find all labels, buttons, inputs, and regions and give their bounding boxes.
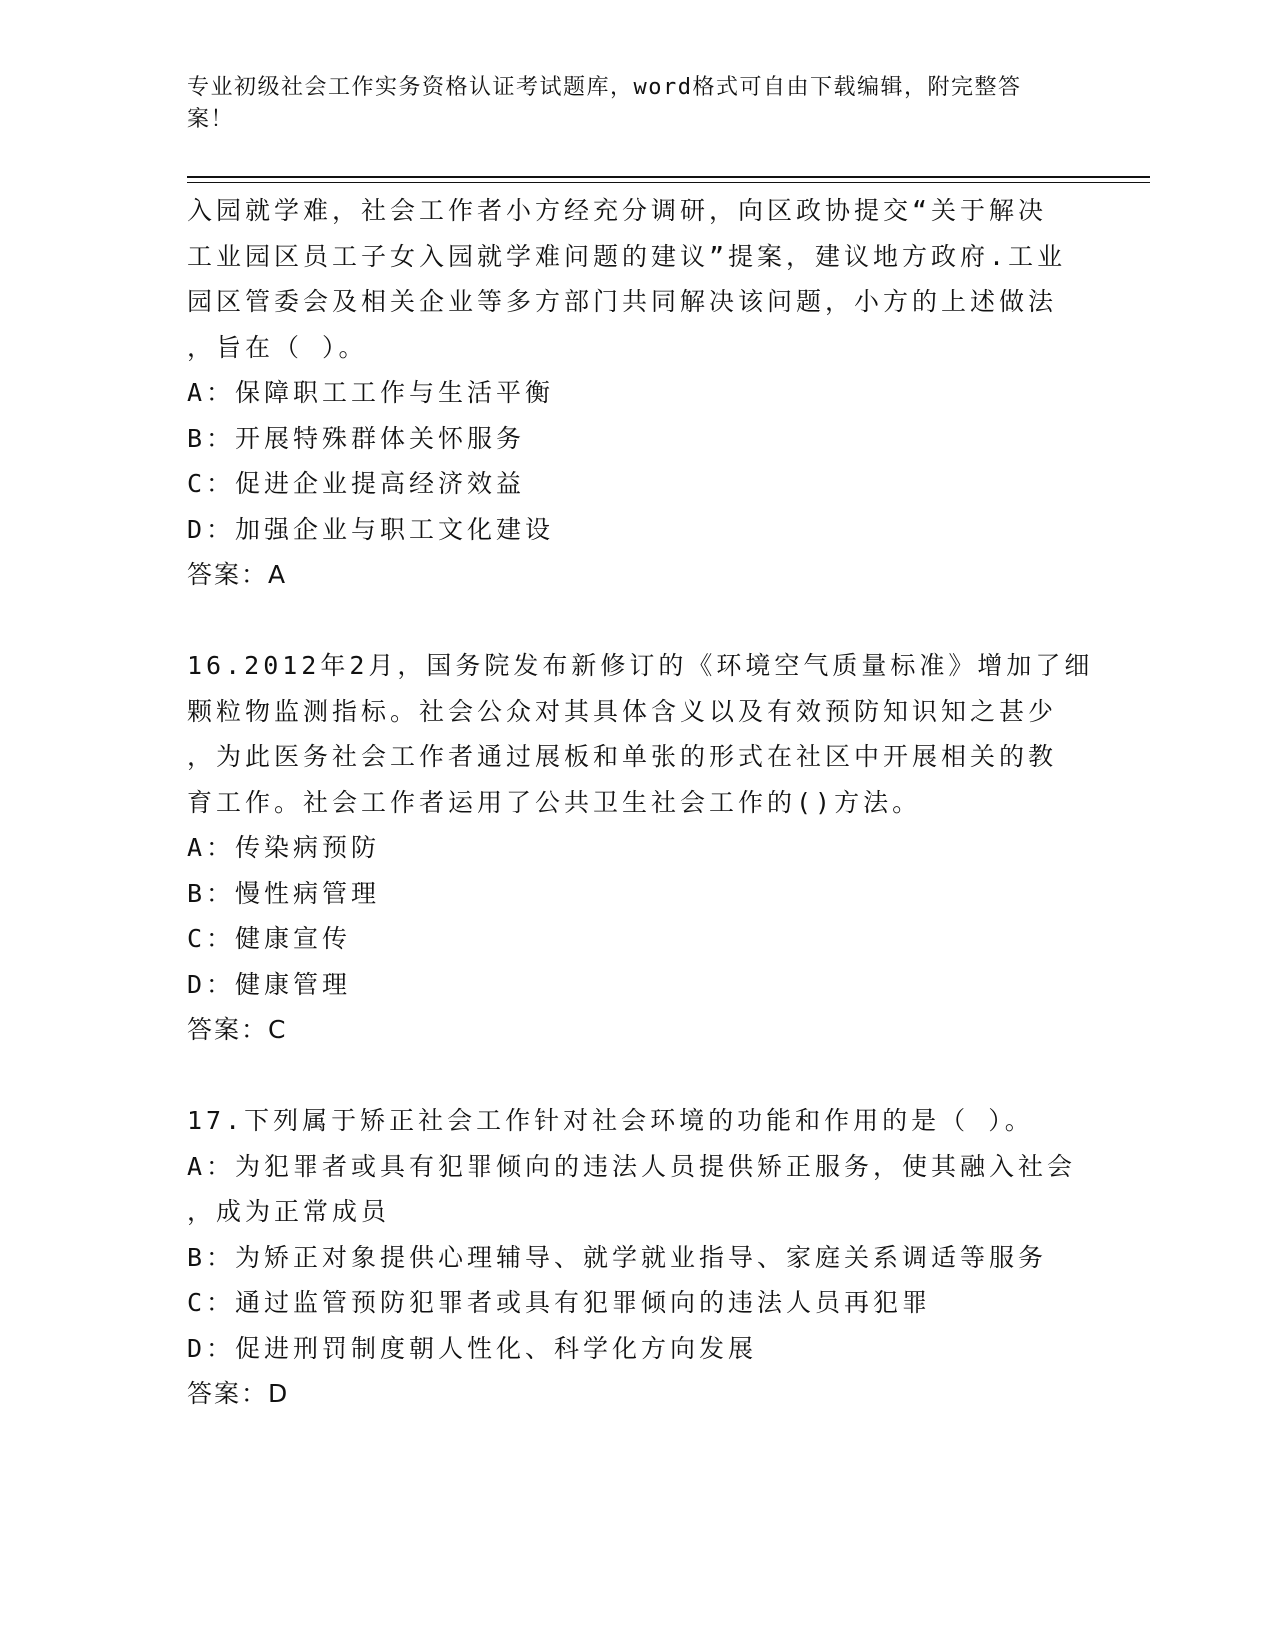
option-a-continued: ，成为正常成员: [187, 1197, 391, 1226]
option-b: B：为矫正对象提供心理辅导、就学就业指导、家庭关系调适等服务: [187, 1242, 1048, 1272]
question-stem-line: 16.2012年2月，国务院发布新修订的《环境空气质量标准》增加了细: [187, 651, 1094, 680]
question-spacer: [187, 1053, 1087, 1099]
option-a: A：为犯罪者或具有犯罪倾向的违法人员提供矫正服务，使其融入社会: [187, 1151, 1077, 1181]
document-header: [187, 72, 1067, 136]
question-stem-line: 入园就学难，社会工作者小方经充分调研，向区政协提交“关于解决: [187, 196, 1048, 225]
question-spacer: [187, 598, 1087, 644]
answer-line: 答案：C: [187, 1015, 288, 1044]
answer-line: 答案：D: [187, 1379, 290, 1408]
option-b: B：慢性病管理: [187, 878, 381, 908]
question-stem-line: 工业园区员工子女入园就学难问题的建议”提案，建议地方政府.工业: [187, 241, 1067, 271]
option-c: C：通过监管预防犯罪者或具有犯罪倾向的违法人员再犯罪: [187, 1288, 932, 1317]
question-stem-line: 17.下列属于矫正社会工作针对社会环境的功能和作用的是（ ）。: [187, 1106, 1034, 1135]
answer-line: 答案：A: [187, 560, 288, 589]
option-a: A：保障职工工作与生活平衡: [187, 378, 555, 407]
option-a: A：传染病预防: [187, 833, 381, 862]
question-16: [187, 643, 1094, 1053]
option-b: B：开展特殊群体关怀服务: [187, 423, 526, 453]
question-15-continued: [187, 188, 1087, 598]
question-stem-line: ，旨在（ ）。: [187, 332, 368, 362]
option-d: D：健康管理: [187, 969, 352, 999]
option-d: D：加强企业与职工文化建设: [187, 514, 555, 544]
header-text-line-2: 案！: [187, 107, 235, 132]
question-17: [187, 1098, 1087, 1417]
question-stem-line: 育工作。社会工作者运用了公共卫生社会工作的()方法。: [187, 787, 922, 817]
question-stem-line: 园区管委会及相关企业等多方部门共同解决该问题，小方的上述做法: [187, 287, 1058, 316]
option-d: D：促进刑罚制度朝人性化、科学化方向发展: [187, 1333, 758, 1363]
header-text-line-1: 专业初级社会工作实务资格认证考试题库，word格式可自由下载编辑，附完整答: [187, 75, 1022, 100]
header-divider-thick: [187, 176, 1150, 178]
question-content: [187, 188, 1094, 1417]
option-c: C：健康宣传: [187, 924, 352, 953]
question-stem-line: 颗粒物监测指标。社会公众对其具体含义以及有效预防知识知之甚少: [187, 696, 1058, 726]
header-divider-thin: [187, 182, 1150, 183]
option-c: C：促进企业提高经济效益: [187, 469, 526, 498]
question-stem-line: ，为此医务社会工作者通过展板和单张的形式在社区中开展相关的教: [187, 742, 1058, 771]
